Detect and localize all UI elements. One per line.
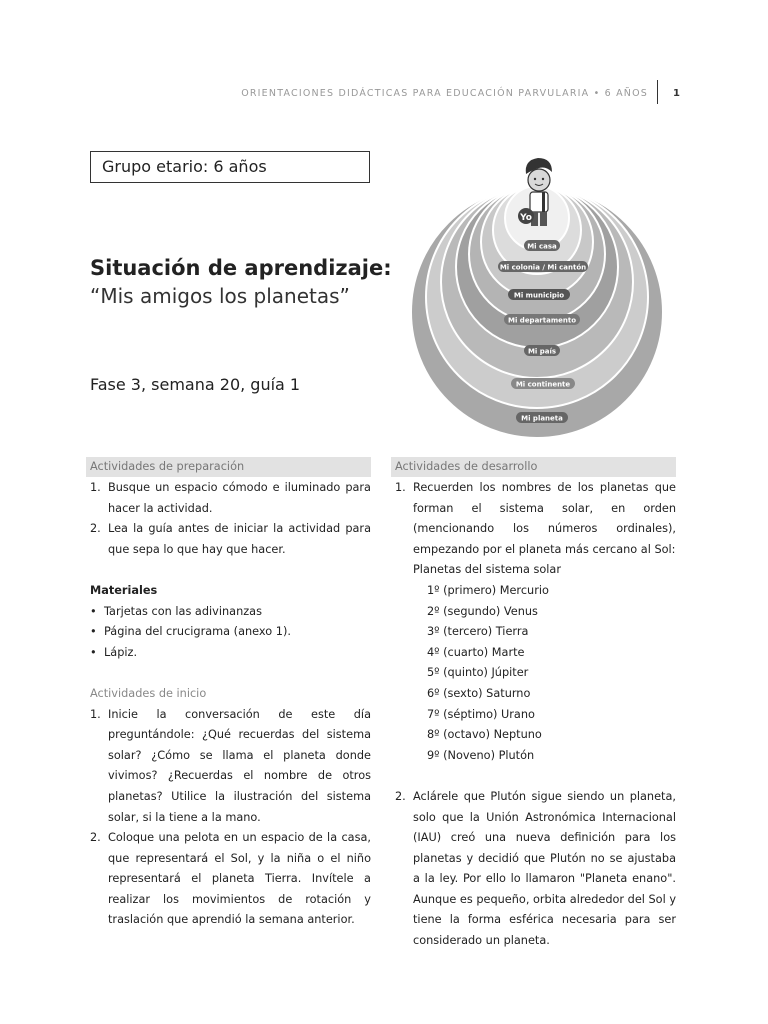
label-mi-planeta: Mi planeta [521,414,563,423]
list-item [86,705,371,829]
planet-item: 9º (Noveno) Plutón [427,748,535,762]
item-text: Lea la guía antes de iniciar la actividad para que sepa lo que hay que hacer. [108,522,371,556]
planet-item: 1º (primero) Mercurio [427,583,549,597]
list-item [86,519,371,560]
list-item [86,828,371,931]
page-title: Situación de aprendizaje: [90,256,392,280]
item-number: 1. [90,481,101,494]
planet-item: 6º (sexto) Saturno [427,686,531,700]
materials-heading: Materiales [90,583,158,597]
item-text: Tarjetas con las adivinanzas [104,604,262,618]
age-group-box: Grupo etario: 6 años [90,151,370,183]
list-item [391,787,676,952]
label-mi-departamento: Mi departamento [508,316,576,325]
planet-item: 8º (octavo) Neptuno [427,728,542,742]
planet-item: 7º (séptimo) Urano [427,707,535,721]
materials-list [86,602,371,664]
item-number: 2. [395,789,406,803]
item-number: 1. [90,707,101,721]
item-text: Lápiz. [104,645,138,659]
list-item [391,478,676,560]
item-text: Página del crucigrama (anexo 1). [104,625,291,639]
label-mi-municipio: Mi municipio [513,291,565,300]
label-mi-colonia: Mi colonia / Mi cantón [499,263,587,272]
prep-list [86,478,371,560]
yo-label: Yo [520,213,532,223]
list-item: • Tarjetas con las adivinanzas [86,602,371,623]
list-item: • Lápiz. [86,643,371,664]
page-subtitle: “Mis amigos los planetas” [90,284,350,308]
item-text: Recuerden los nombres de los planetas que forman el sistema solar, en orden (mencionando los números ordinales), empezando por el planeta más cercano al Sol: [413,481,676,556]
item-number: 2. [90,522,101,536]
right-column [391,457,676,952]
left-column [86,457,371,931]
running-header: ORIENTACIONES DIDÁCTICAS PARA EDUCACIÓN PARVULARIA • 6 AÑOS [241,88,648,99]
header-divider [657,80,658,104]
phase-label: Fase 3, semana 20, guía 1 [90,375,301,394]
item-number: 1. [395,481,406,494]
planet-item: 5º (quinto) Júpiter [427,666,529,680]
page-number: 1 [673,88,680,99]
prep-heading: Actividades de preparación [86,457,371,477]
start-list [86,705,371,932]
item-text: Aclárele que Plutón sigue siendo un planeta, solo que la Unión Astronómica Internacional (IAU) creó una nueva definición para los planetas y decidió que Plutón no se ajustaba a la ley. Por ello lo llamaron "Planeta enano". Aunque es pequeño, orbita alrededor del Sol y tiene la forma esférica necesaria para ser considerado un planeta. [413,789,677,948]
item-number: 2. [90,831,101,845]
concentric-circles-diagram [400,150,680,440]
planets-title: Planetas del sistema solar [413,563,561,577]
planet-item: 2º (segundo) Venus [427,604,538,618]
planet-item: 4º (cuarto) Marte [427,645,525,659]
planet-item: 3º (tercero) Tierra [427,625,529,639]
list-item [86,478,371,519]
label-mi-casa: Mi casa [527,242,557,251]
item-text: Inicie la conversación de este día preguntándole: ¿Qué recuerdas del sistema solar? ¿Cómo se llama el planeta donde vivimos? ¿Recuerdas el nombre de otros planetas? Utilice la ilustración del sistema solar, si la tiene a la mano. [108,707,371,824]
label-mi-pais: Mi país [527,347,557,356]
list-item: • Página del crucigrama (anexo 1). [86,622,371,643]
item-text: Coloque una pelota en un espacio de la casa, que representará el Sol, y la niña o el niño representará el planeta Tierra. Invítele a realizar los movimientos de rotación y traslación que aprendió la semana anterior. [108,831,371,927]
start-heading: Actividades de inicio [90,686,207,700]
planets-block [391,560,676,766]
label-mi-continente: Mi continente [515,380,571,389]
item-text: Busque un espacio cómodo e iluminado para hacer la actividad. [108,481,371,515]
dev-heading: Actividades de desarrollo [391,457,676,477]
